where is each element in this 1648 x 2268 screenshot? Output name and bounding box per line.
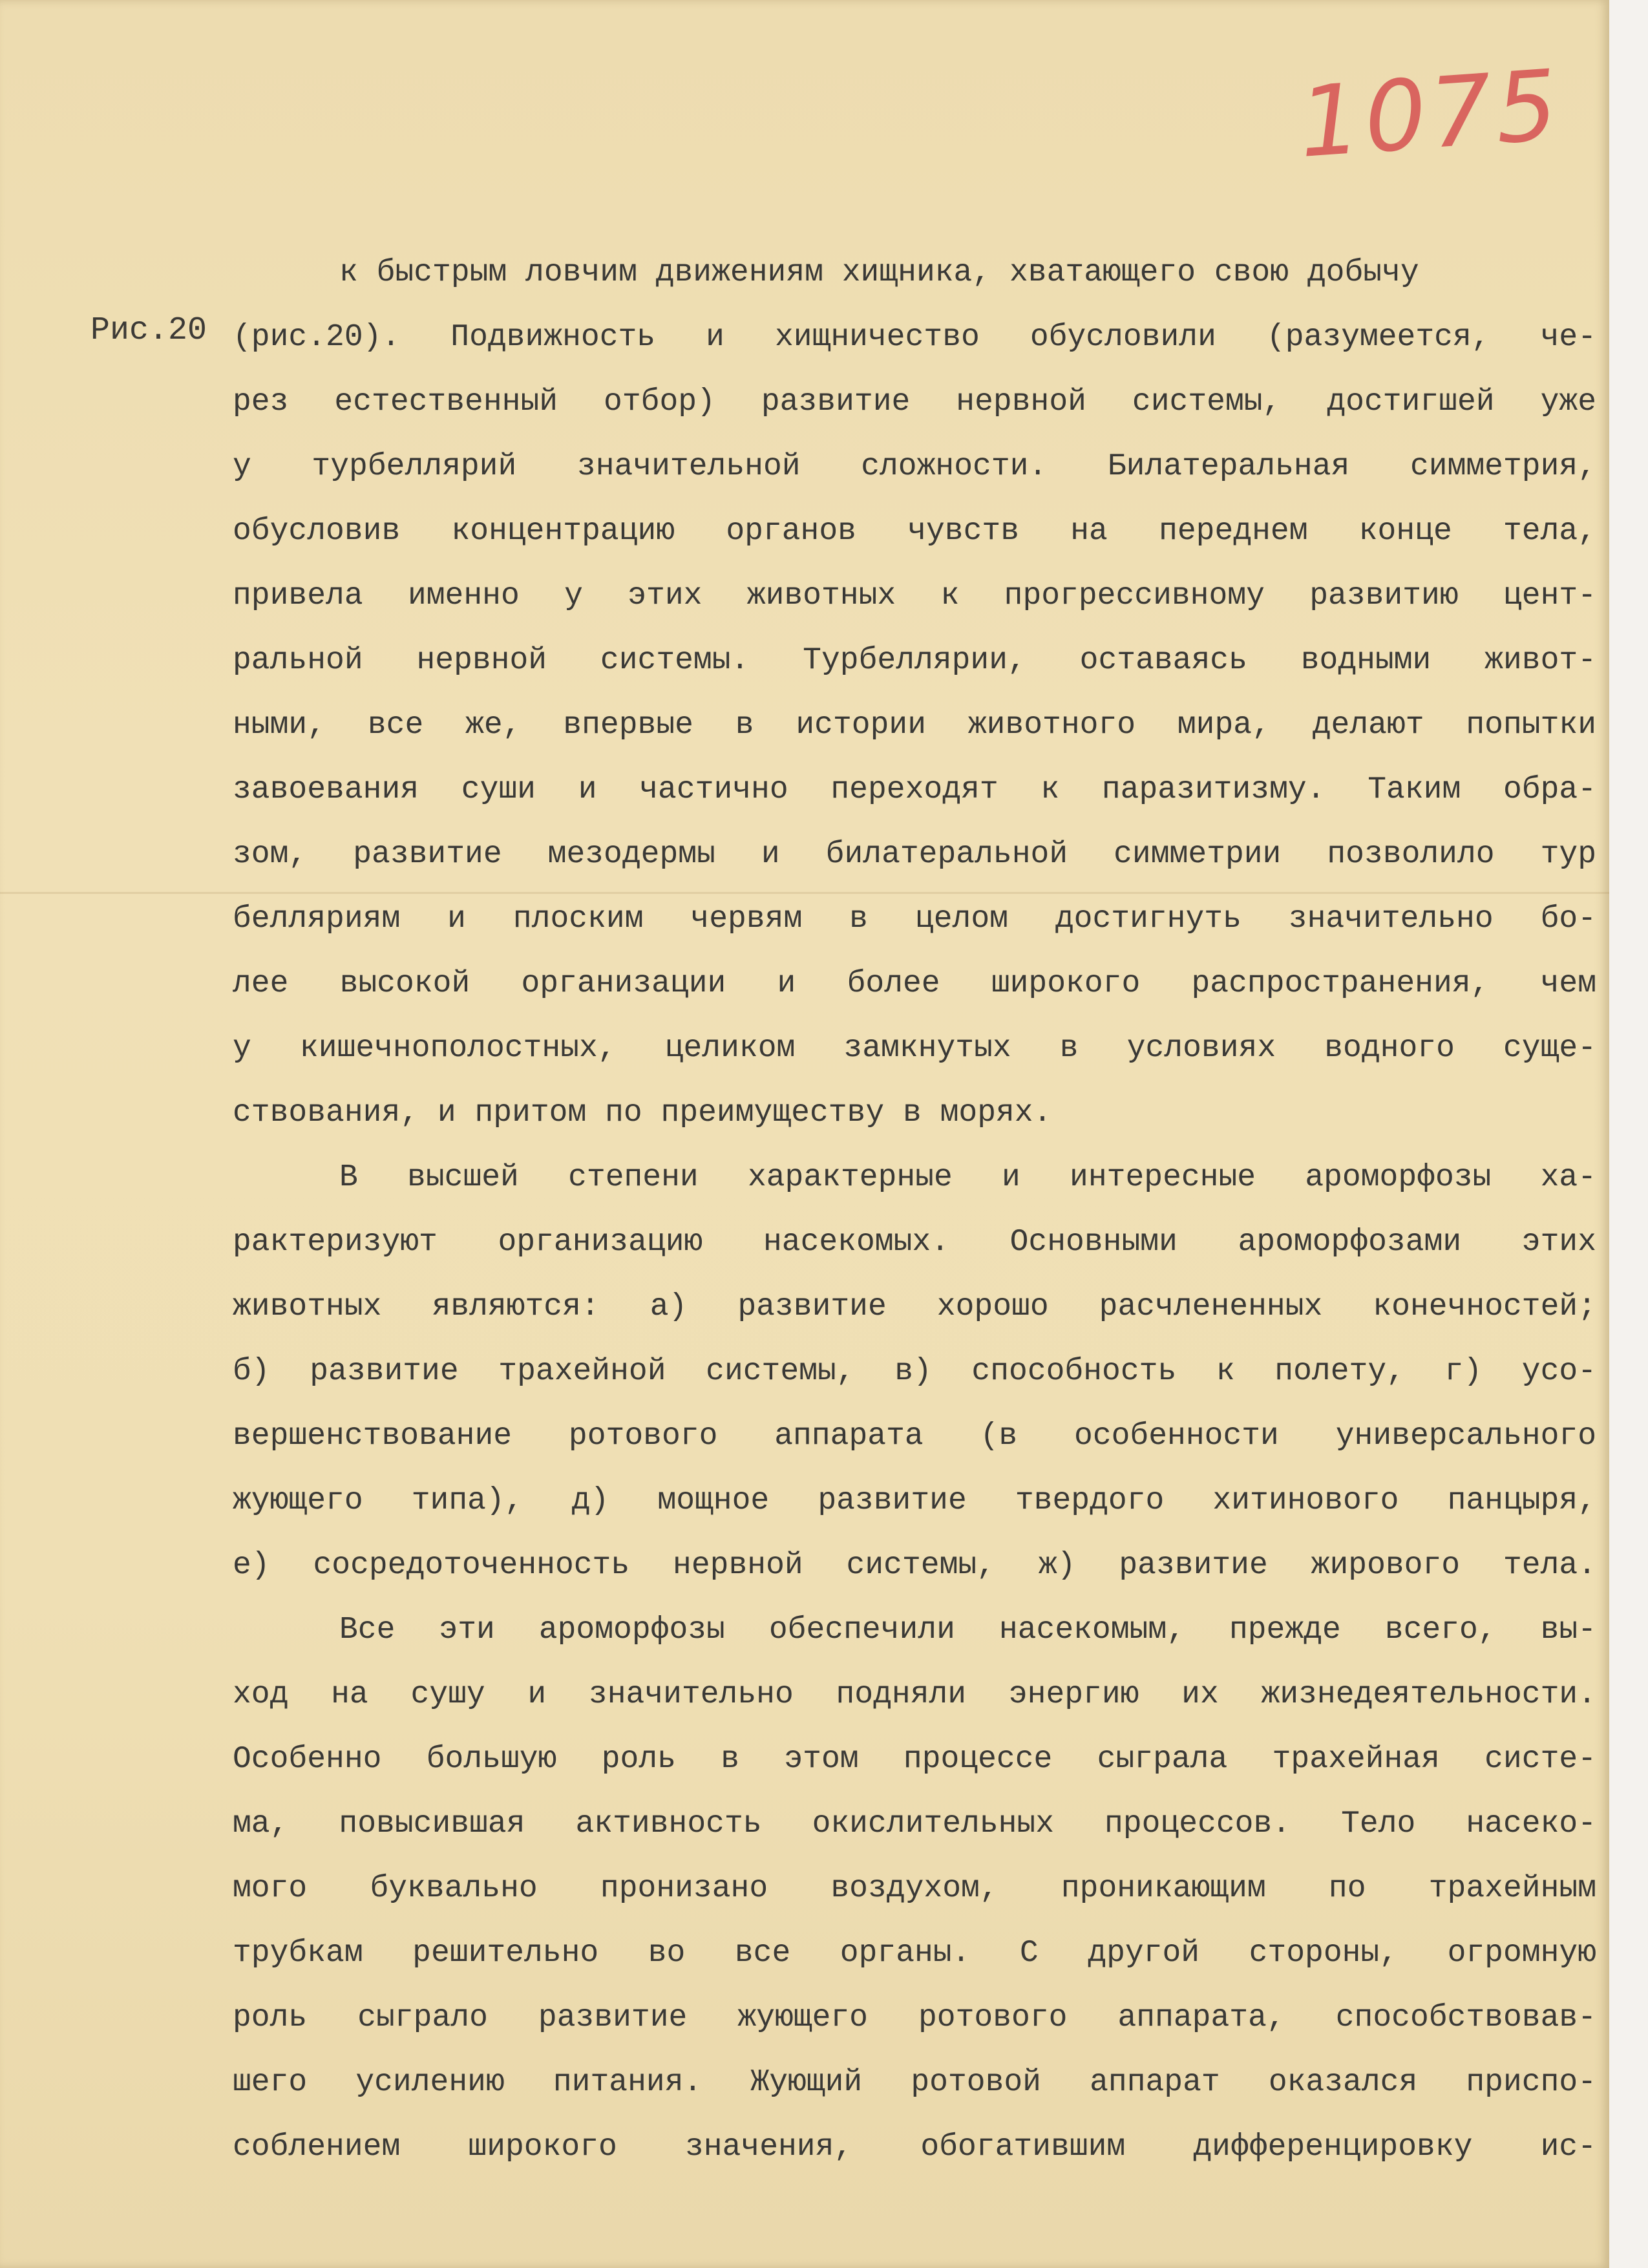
text-line: ствования, и притом по преимуществу в морях.: [233, 1096, 1052, 1130]
text-line: ными, все же, впервые в истории животного мира, делают попытки: [233, 708, 1596, 743]
text-line: жующего типа), д) мощное развитие твердого хитинового панцыря,: [233, 1483, 1596, 1518]
text-line: лее высокой организации и более широкого распространения, чем: [233, 966, 1596, 1001]
text-line: роль сыграло развитие жующего ротового аппарата, способствовав-: [233, 2000, 1596, 2035]
text-line: рез естественный отбор) развитие нервной системы, достигшей уже: [233, 385, 1596, 419]
page-number-handwritten: 1075: [1295, 49, 1565, 180]
text-line: е) сосредоточенность нервной системы, ж) развитие жирового тела.: [233, 1548, 1596, 1583]
text-line: животных являются: а) развитие хорошо расчлененных конечностей;: [233, 1289, 1596, 1324]
text-line: соблением широкого значения, обогатившим дифференцировку ис-: [233, 2130, 1596, 2165]
margin-figure-note: Рис.20: [90, 312, 207, 349]
text-line: завоевания суши и частично переходят к паразитизму. Таким обра-: [233, 772, 1596, 807]
text-line: у турбеллярий значительной сложности. Билатеральная симметрия,: [233, 449, 1596, 484]
text-line: вершенствование ротового аппарата (в особенности универсального: [233, 1419, 1596, 1454]
text-line: Особенно большую роль в этом процессе сыграла трахейная систе-: [233, 1742, 1596, 1777]
body-text: [233, 240, 1596, 2179]
text-line: (рис.20). Подвижность и хищничество обусловили (разумеется, че-: [233, 320, 1596, 355]
text-line: привела именно у этих животных к прогрессивному развитию цент-: [233, 578, 1596, 613]
text-line: ход на сушу и значительно подняли энергию их жизнедеятельности.: [233, 1677, 1596, 1712]
text-line: ма, повысившая активность окислительных процессов. Тело насеко-: [233, 1807, 1596, 1841]
text-line: к быстрым ловчим движениям хищника, хватающего свою добычу: [339, 255, 1419, 290]
text-line: ральной нервной системы. Турбеллярии, оставаясь водными живот-: [233, 643, 1596, 678]
text-line: шего усилению питания. Жующий ротовой аппарат оказался приспо-: [233, 2065, 1596, 2100]
text-line: б) развитие трахейной системы, в) способность к полету, г) усо-: [233, 1354, 1596, 1389]
text-line: обусловив концентрацию органов чувств на переднем конце тела,: [233, 514, 1596, 549]
text-line: В высшей степени характерные и интересные ароморфозы ха-: [339, 1160, 1596, 1195]
text-line: Все эти ароморфозы обеспечили насекомым, прежде всего, вы-: [339, 1613, 1596, 1648]
scan-background: [1609, 0, 1648, 2268]
text-line: белляриям и плоским червям в целом достигнуть значительно бо-: [233, 902, 1596, 937]
text-line: мого буквально пронизано воздухом, проникающим по трахейным: [233, 1871, 1596, 1906]
text-line: зом, развитие мезодермы и билатеральной симметрии позволило тур: [233, 837, 1596, 872]
text-line: трубкам решительно во все органы. С другой стороны, огромную: [233, 1936, 1596, 1971]
text-line: у кишечнополостных, целиком замкнутых в условиях водного суще-: [233, 1031, 1596, 1066]
text-line: рактеризуют организацию насекомых. Основными ароморфозами этих: [233, 1225, 1596, 1260]
